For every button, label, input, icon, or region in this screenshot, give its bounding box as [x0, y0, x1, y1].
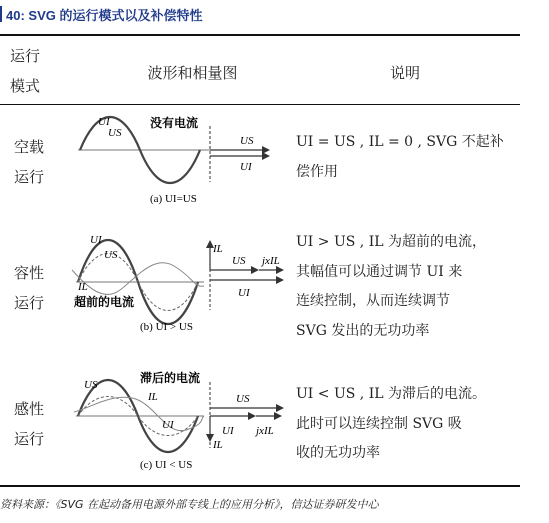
label-ui-vector: UI [238, 287, 250, 299]
label-jxil-vector: jxIL [256, 425, 274, 437]
description-line: UI = US , IL = 0 , SVG 不起补 [296, 134, 504, 150]
description-capacitive [296, 228, 514, 346]
table-bottom-rule [0, 485, 520, 487]
label-us-vector: US [236, 393, 250, 405]
mode-capacitive: 容性 运行 [14, 264, 45, 312]
figure-title [0, 0, 549, 26]
label-us-wave: US [84, 379, 98, 391]
description-line: 其幅值可以通过调节 UI 来 [296, 263, 463, 280]
figure-title-text: 40: SVG 的运行模式以及补偿特性 [6, 8, 203, 23]
current-label-capacitive: 超前的电流 [74, 295, 135, 309]
description-inductive [296, 380, 514, 469]
label-us-wave: US [104, 249, 118, 261]
label-il-vector: IL [213, 243, 223, 255]
header-mode: 运行 模式 [10, 47, 41, 95]
caption-c: (c) UI < US [140, 459, 193, 471]
description-line: SVG 发出的无功功率 [296, 322, 430, 339]
label-ui-wave: UI [162, 419, 174, 431]
header-description: 说明 [389, 64, 420, 82]
caption-b: (b) UI > US [140, 321, 193, 333]
waveform-diagram-capacitive [70, 230, 290, 338]
label-il-vector: IL [213, 439, 223, 451]
source-note: 资料来源：《SVG 在起动备用电源外部专线上的应用分析》，信达证券研发中心 [0, 498, 379, 511]
label-us-wave: US [108, 127, 122, 139]
caption-a: (a) UI=US [150, 193, 197, 205]
label-ui-wave: UI [98, 116, 110, 128]
waveform-diagram-no-load [70, 112, 290, 208]
label-il-wave: IL [78, 281, 88, 293]
label-ui-vector: UI [222, 425, 234, 437]
description-line: 此时可以连续控制 SVG 吸 [296, 415, 462, 432]
waveform-diagram-inductive [70, 368, 290, 476]
description-line: 连续控制，从而连续调节 [296, 293, 450, 309]
table-header-rule [0, 104, 520, 105]
label-jxil-vector: jxIL [262, 255, 280, 267]
description-line: UI > US , IL 为超前的电流， [296, 234, 486, 250]
description-no-load [296, 128, 514, 187]
description-line: 偿作用 [296, 163, 338, 180]
label-il-wave: IL [148, 391, 158, 403]
label-us-vector: US [232, 255, 246, 267]
description-line: 收的无功功率 [296, 445, 380, 461]
current-label-no-load: 没有电流 [150, 116, 199, 130]
label-us-vector: US [240, 135, 254, 147]
table-top-rule [0, 34, 520, 36]
header-waveform: 波形和相量图 [147, 64, 238, 82]
title-accent-bar [0, 6, 2, 22]
mode-inductive: 感性 运行 [14, 400, 45, 448]
description-line: UI < US , IL 为滞后的电流。 [296, 386, 486, 402]
label-ui-wave: UI [90, 234, 102, 246]
label-ui-vector: UI [240, 161, 252, 173]
current-label-inductive: 滞后的电流 [140, 371, 201, 385]
mode-no-load: 空载 运行 [14, 138, 45, 186]
